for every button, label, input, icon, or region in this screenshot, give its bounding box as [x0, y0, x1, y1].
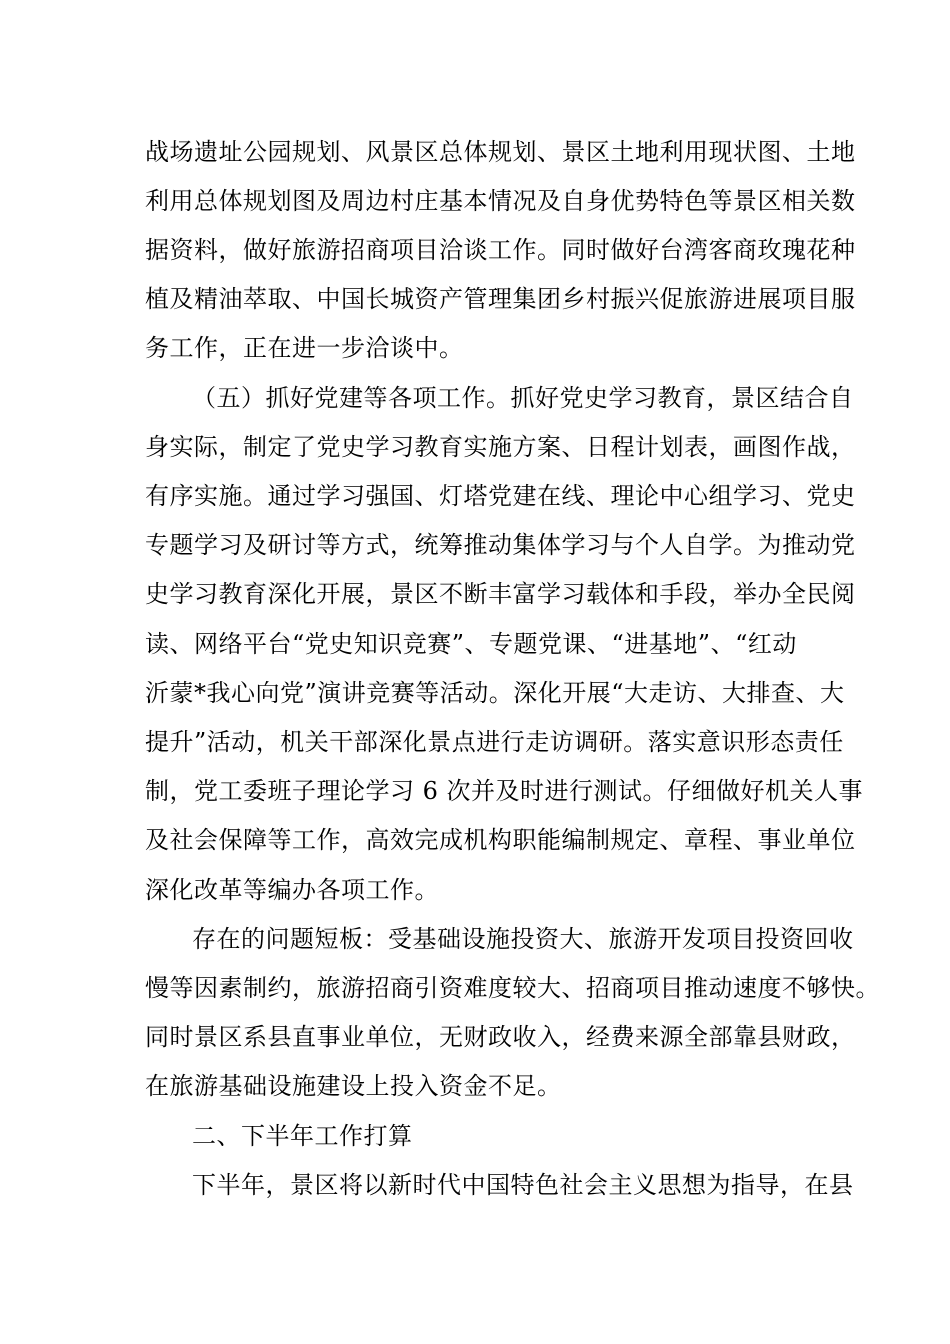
paragraph-start-line: 存在的问题短板：受基础设施投资大、旅游开发项目投资回收	[192, 925, 854, 953]
text-line: 务工作，正在进一步洽谈中。	[145, 334, 464, 362]
text-line: 有序实施。通过学习强国、灯塔党建在线、理论中心组学习、党史	[145, 482, 856, 510]
section-heading-line: （五）抓好党建等各项工作。抓好党史学习教育，景区结合自	[192, 384, 854, 412]
text-line: 据资料，做好旅游招商项目洽谈工作。同时做好台湾客商玫瑰花种	[145, 236, 856, 264]
text-line: 植及精油萃取、中国长城资产管理集团乡村振兴促旅游进展项目服	[145, 285, 856, 313]
text-line: 同时景区系县直事业单位，无财政收入，经费来源全部靠县财政，	[145, 1023, 856, 1051]
text-line: 专题学习及研讨等方式，统筹推动集体学习与个人自学。为推动党	[145, 531, 856, 559]
text-line: 战场遗址公园规划、风景区总体规划、景区土地利用现状图、土地	[145, 138, 856, 166]
text-line: 读、网络平台“党史知识竞赛”、专题党课、“进基地”、“红动	[145, 630, 797, 658]
text-line: 在旅游基础设施建设上投入资金不足。	[145, 1072, 562, 1100]
paragraph-start-line: 下半年，景区将以新时代中国特色社会主义思想为指导，在县	[192, 1171, 854, 1199]
text-line: 沂蒙*我心向党”演讲竞赛等活动。深化开展“大走访、大排查、大	[145, 679, 845, 707]
text-line: 慢等因素制约，旅游招商引资难度较大、招商项目推动速度不够快。	[145, 974, 880, 1002]
text-line: 利用总体规划图及周边村庄基本情况及自身优势特色等景区相关数	[145, 187, 856, 215]
text-line: 及社会保障等工作，高效完成机构职能编制规定、章程、事业单位	[145, 826, 856, 854]
text-line: 身实际，制定了党史学习教育实施方案、日程计划表，画图作战，	[145, 433, 856, 461]
text-line: 深化改革等编办各项工作。	[145, 876, 439, 904]
text-line: 提升”活动，机关干部深化景点进行走访调研。落实意识形态责任	[145, 728, 844, 756]
text-line: 制，党工委班子理论学习 6 次并及时进行测试。仔细做好机关人事	[145, 777, 864, 805]
text-line: 史学习教育深化开展，景区不断丰富学习载体和手段，举办全民阅	[145, 580, 856, 608]
section-heading: 二、下半年工作打算	[192, 1122, 413, 1150]
